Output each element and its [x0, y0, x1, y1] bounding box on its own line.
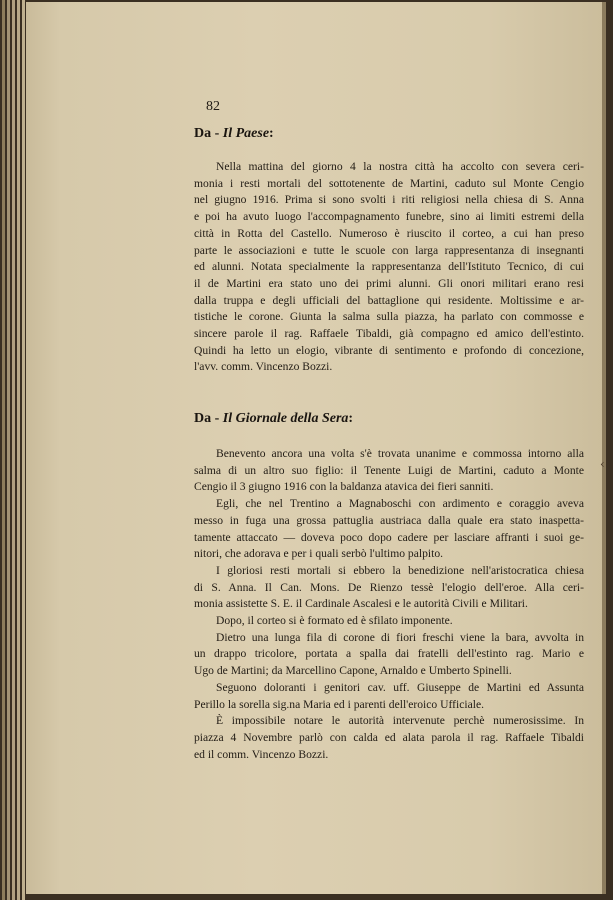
text-line: città in Rotta del Castello. Numeroso è riuscito il corteo, a cui han preso	[194, 226, 584, 240]
text-line: tistiche le corone. Giunta la salma sulla piazza, ha parlato con commosse e	[194, 310, 584, 324]
text-line: parte le associazioni e tutte le scuole con larga rappresentanza di insegnanti	[194, 243, 584, 257]
text-line: Nella mattina del giorno 4 la nostra città ha accolto con severa ceri-	[216, 160, 584, 173]
page-edge	[7, 0, 10, 900]
heading-prefix: Da -	[194, 126, 223, 141]
text-line: Quindi ha letto un elogio, vibrante di sentimento e profondo di concezione,	[194, 343, 584, 357]
heading-suffix: :	[348, 411, 354, 426]
text-line: monia i resti mortali del sottotenente de Martini, caduto sul Monte Cengio	[194, 176, 584, 190]
section-heading-giornale-della-sera	[194, 411, 353, 427]
page-edge	[17, 0, 20, 900]
text-line: I gloriosi resti mortali si ebbero la benedizione nell'aristocratica chiesa	[216, 563, 584, 577]
text-line: l'avv. comm. Vincenzo Bozzi.	[194, 360, 333, 374]
section-text-il-paese	[194, 159, 584, 376]
section-heading-il-paese	[194, 126, 274, 142]
text-line: Dopo, il corteo si è formato ed è sfilato imponente.	[216, 614, 453, 628]
section-text-giornale-della-sera	[194, 446, 584, 763]
page-edge	[12, 0, 15, 900]
heading-suffix: :	[269, 126, 274, 141]
text-line: e poi ha avuto luogo l'accompagnamento funebre, sino ai limiti estremi della	[194, 210, 584, 224]
text-line: Cengio il 3 giugno 1916 con la baldanza atavica dei fieri sanniti.	[194, 480, 494, 494]
page-number: 82	[206, 99, 220, 114]
text-line: Seguono doloranti i genitori cav. uff. Giuseppe de Martini ed Assunta	[216, 680, 584, 694]
text-line: sincere parole il rag. Raffaele Tibaldi, già compagno ed amico dell'estinto.	[194, 327, 584, 341]
heading-source: Il Giornale della Sera	[222, 411, 349, 426]
text-line: di S. Anna. Il Can. Mons. De Rienzo tessè l'elogio dell'eroe. Alla ceri-	[194, 580, 584, 594]
text-line: ed alunni. Notata specialmente la rappresentanza dell'Istituto Tecnico, di cui	[194, 260, 584, 274]
text-line: monia assistette S. E. il Cardinale Ascalesi e le autorità Civili e Militari.	[194, 597, 528, 611]
text-line: Benevento ancora una volta s'è trovata unanime e commossa intorno alla	[216, 447, 584, 460]
page-edge	[2, 0, 5, 900]
text-line: Dietro una lunga fila di corone di fiori freschi viene la bara, avvolta in	[216, 630, 584, 644]
text-line: piazza 4 Novembre parlò con calda ed alata parola il rag. Raffaele Tibaldi	[194, 730, 584, 744]
paper-sheet	[26, 2, 606, 894]
text-line: un drappo tricolore, portata a spalla dai fratelli dell'estinto rag. Mario e	[194, 647, 584, 661]
heading-prefix: Da -	[194, 411, 223, 426]
text-line: È impossibile notare le autorità intervenute perchè numerosissime. In	[216, 714, 584, 728]
text-line: messo in fuga una grossa pattuglia austriaca dalla quale era stato inaspetta-	[194, 513, 584, 527]
text-line: salma di un altro suo figlio: il Tenente Luigi de Martini, caduto a Monte	[194, 463, 584, 477]
text-line: Ugo de Martini; da Marcellino Capone, Arnaldo e Umberto Spinelli.	[194, 664, 512, 678]
text-line: il de Martini era stato uno dei primi alunni. Gli onori militari erano resi	[194, 276, 584, 290]
text-line: ed il comm. Vincenzo Bozzi.	[194, 747, 329, 761]
heading-source: Il Paese	[222, 126, 270, 141]
text-line: nel giugno 1916. Prima si sono svolti i riti religiosi nella chiesa di S. Anna	[194, 193, 584, 207]
text-line: tamente attaccato — doveva poco dopo cadere per lasciare affranti i suoi ge-	[194, 530, 584, 544]
text-line: Perillo la sorella sig.na Maria ed i parenti dell'eroico Ufficiale.	[194, 697, 485, 711]
page-edge	[22, 0, 25, 900]
text-line: dalla truppa e degli ufficiali del battaglione qui residente. Moltissime e ar-	[194, 293, 584, 307]
text-line: nitori, che adorava e per i quali serbò l'ultimo palpito.	[194, 547, 444, 561]
page-tear-mark: ‹	[600, 457, 605, 471]
text-line: Egli, che nel Trentino a Magnaboschi con ardimento e coraggio aveva	[216, 497, 584, 511]
